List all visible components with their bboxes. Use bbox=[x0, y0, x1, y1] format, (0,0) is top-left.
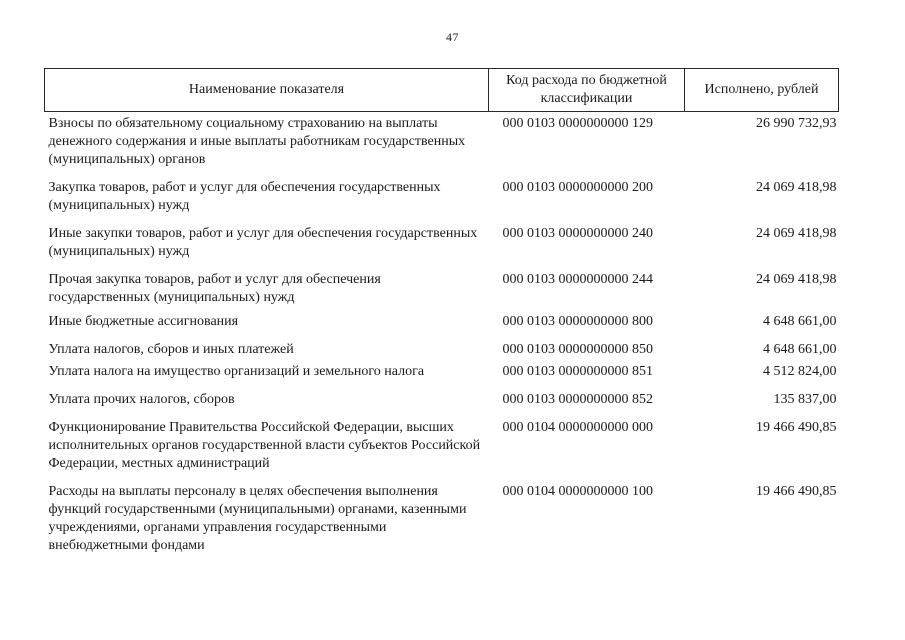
row-executed-amount: 24 069 418,98 bbox=[756, 272, 837, 287]
row-indicator-name: Уплата налога на имущество организаций и земельного налога bbox=[48, 364, 425, 379]
row-executed-amount: 4 512 824,00 bbox=[763, 364, 837, 379]
row-indicator-name: Расходы на выплаты персоналу в целях обеспечения выполнения функций государственными (муниципальными) органами, казенными учреждениями, органами управления государственными внебюджетными фондами bbox=[48, 484, 467, 553]
row-executed-amount: 4 648 661,00 bbox=[763, 342, 837, 357]
row-indicator-name: Взносы по обязательному социальному страхованию на выплаты денежного содержания и иные выплаты работникам государственных (муниципальных) органов bbox=[48, 116, 466, 167]
row-budget-code: 000 0103 0000000000 852 bbox=[502, 392, 653, 407]
row-executed-amount: 135 837,00 bbox=[773, 392, 837, 407]
header-row bbox=[45, 69, 839, 112]
budget-execution-table bbox=[44, 68, 839, 565]
page-number: 47 bbox=[446, 30, 459, 44]
header-budget-code: Код расхода по бюджетной классификации bbox=[489, 69, 685, 112]
table-row bbox=[45, 363, 839, 391]
table-body bbox=[45, 112, 839, 566]
row-budget-code: 000 0103 0000000000 800 bbox=[502, 314, 653, 329]
row-indicator-name: Иные закупки товаров, работ и услуг для обеспечения государственных (муниципальных) нужд bbox=[48, 226, 478, 259]
row-budget-code: 000 0103 0000000000 129 bbox=[502, 116, 653, 131]
row-budget-code: 000 0103 0000000000 851 bbox=[502, 364, 653, 379]
header-executed-amount: Исполнено, рублей bbox=[685, 69, 839, 112]
row-indicator-name: Закупка товаров, работ и услуг для обеспечения государственных (муниципальных) нужд bbox=[48, 180, 441, 213]
row-executed-amount: 19 466 490,85 bbox=[756, 420, 837, 435]
header-indicator-name: Наименование показателя bbox=[45, 69, 489, 112]
table-row bbox=[45, 271, 839, 313]
table-row bbox=[45, 483, 839, 565]
table-row bbox=[45, 313, 839, 341]
table-row bbox=[45, 391, 839, 419]
row-budget-code: 000 0103 0000000000 850 bbox=[502, 342, 653, 357]
row-budget-code: 000 0103 0000000000 240 bbox=[502, 226, 653, 241]
row-executed-amount: 4 648 661,00 bbox=[763, 314, 837, 329]
row-executed-amount: 26 990 732,93 bbox=[756, 116, 837, 131]
row-indicator-name: Уплата прочих налогов, сборов bbox=[48, 392, 235, 407]
row-indicator-name: Функционирование Правительства Российской Федерации, высших исполнительных органов государственной власти субъектов Российской Федерации, местных администраций bbox=[48, 420, 481, 471]
row-indicator-name: Уплата налогов, сборов и иных платежей bbox=[48, 342, 294, 357]
row-executed-amount: 24 069 418,98 bbox=[756, 180, 837, 195]
row-budget-code: 000 0104 0000000000 000 bbox=[502, 420, 653, 435]
row-indicator-name: Прочая закупка товаров, работ и услуг для обеспечения государственных (муниципальных) нужд bbox=[48, 272, 381, 305]
row-budget-code: 000 0103 0000000000 244 bbox=[502, 272, 653, 287]
table-row bbox=[45, 225, 839, 271]
row-executed-amount: 19 466 490,85 bbox=[756, 484, 837, 499]
row-executed-amount: 24 069 418,98 bbox=[756, 226, 837, 241]
table-row bbox=[45, 341, 839, 363]
table-row bbox=[45, 179, 839, 225]
table-row bbox=[45, 419, 839, 483]
row-budget-code: 000 0103 0000000000 200 bbox=[502, 180, 653, 195]
row-indicator-name: Иные бюджетные ассигнования bbox=[48, 314, 239, 329]
row-budget-code: 000 0104 0000000000 100 bbox=[502, 484, 653, 499]
table-header bbox=[45, 69, 839, 112]
table-row bbox=[45, 112, 839, 180]
